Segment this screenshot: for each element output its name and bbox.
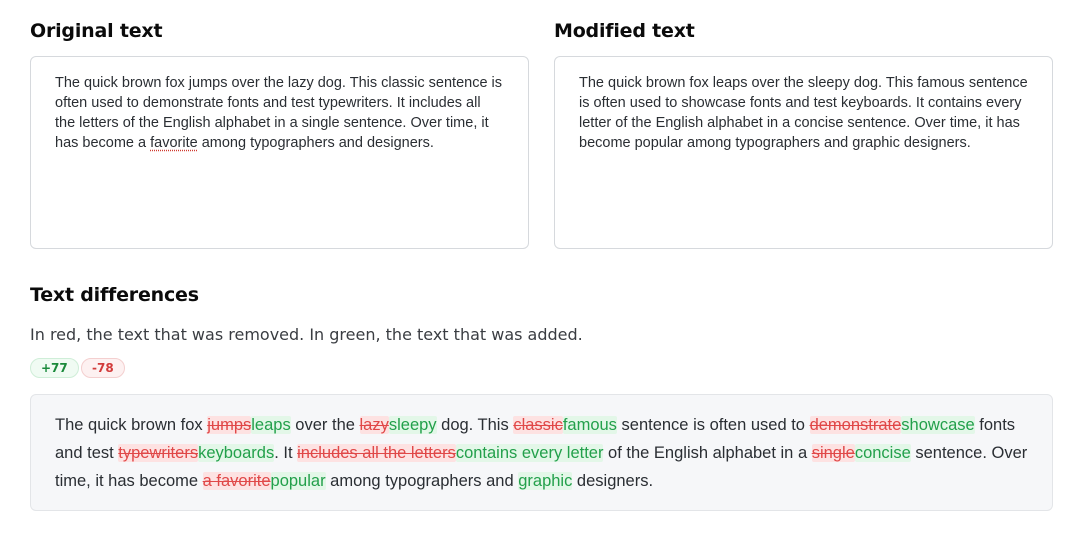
diff-output (30, 394, 1053, 511)
removed-text: lazy (359, 416, 389, 434)
text-differences-heading: Text differences (30, 284, 199, 306)
removed-text: jumps (207, 416, 252, 434)
original-text-heading: Original text (30, 20, 163, 42)
unchanged-text: The quick brown fox (55, 416, 208, 434)
added-text: keyboards (198, 444, 275, 462)
unchanged-text: sentence is often used to (616, 416, 810, 434)
unchanged-text: dog. This (436, 416, 514, 434)
added-text: contains every letter (455, 444, 604, 462)
added-text: famous (562, 416, 617, 434)
removed-text: classic (513, 416, 563, 434)
added-text: graphic (518, 472, 573, 490)
added-count-badge: +77 (30, 358, 79, 378)
unchanged-text: of the English alphabet in a (603, 444, 812, 462)
modified-text-area[interactable] (554, 56, 1053, 249)
added-text: showcase (901, 416, 975, 434)
original-text-content: The quick brown fox jumps over the lazy dog. This classic sentence is often used to demonstrate fonts and test typewriters. It includes all the letters of the English alphabet in a single sentence. Over time, it has become a (55, 75, 503, 151)
original-text-content-end: among typographers and designers. (197, 135, 434, 151)
unchanged-text: fonts and test (55, 416, 1016, 462)
added-text: concise (854, 444, 911, 462)
unchanged-text: . It (274, 444, 298, 462)
removed-text: includes all the letters (297, 444, 456, 462)
removed-count-badge: -78 (81, 358, 125, 378)
original-text-area[interactable] (30, 56, 529, 249)
added-text: leaps (251, 416, 291, 434)
misspelled-word: favorite (150, 135, 198, 151)
added-text: popular (270, 472, 326, 490)
removed-text: typewriters (118, 444, 199, 462)
added-text: sleepy (388, 416, 437, 434)
unchanged-text: designers. (572, 472, 654, 490)
unchanged-text: among typographers and (325, 472, 519, 490)
modified-text-heading: Modified text (554, 20, 695, 42)
modified-text-content: The quick brown fox leaps over the sleepy dog. This famous sentence is often used to showcase fonts and test keyboards. It contains every letter of the English alphabet in a concise sentence. Over time, it has become popular among typographers and graphic designers. (579, 75, 1028, 151)
differences-description: In red, the text that was removed. In green, the text that was added. (30, 325, 583, 344)
unchanged-text: over the (290, 416, 360, 434)
removed-text: single (811, 444, 855, 462)
removed-text: demonstrate (809, 416, 902, 434)
removed-text: a favorite (202, 472, 271, 490)
unchanged-text: sentence. Over time, it has become (55, 444, 1028, 490)
